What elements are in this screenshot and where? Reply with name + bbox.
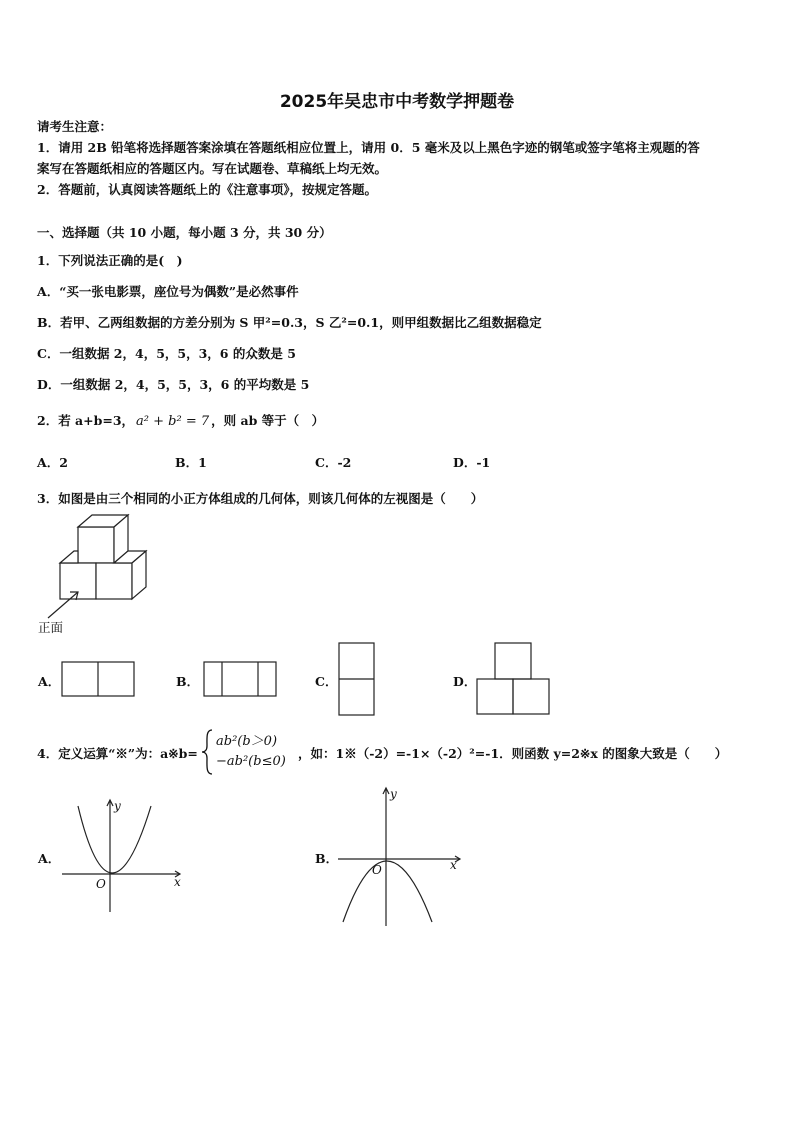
question-4-option-b: B． bbox=[315, 851, 339, 866]
front-view-label: 正面 bbox=[38, 620, 64, 635]
question-4-option-a: A． bbox=[38, 851, 61, 866]
question-1-stem: 1．下列说法正确的是( ) bbox=[37, 253, 183, 268]
question-2-stem-end: ，则 ab 等于（ ） bbox=[211, 413, 325, 428]
question-3-option-c: C． bbox=[315, 674, 338, 689]
notice-item-1-line-2: 案写在答题纸相应的答题区内。写在试题卷、草稿纸上均无效。 bbox=[37, 161, 388, 176]
question-2-stem-start: 2．若 a+b=3， bbox=[37, 413, 135, 428]
question-2-equation: a² + b² = 7 bbox=[136, 414, 210, 429]
question-2-option-b: B．1 bbox=[175, 455, 207, 470]
graph-a-origin-label: O bbox=[96, 877, 106, 891]
graph-a-y-label: y bbox=[114, 799, 121, 813]
question-2-option-d: D．-1 bbox=[453, 455, 491, 470]
question-4-stem-end: ，如：1※（-2）=-1×（-2）²=-1．则函数 y=2※x 的图象大致是（ ） bbox=[298, 746, 728, 761]
question-4-case-1: ab²(b＞0) bbox=[216, 734, 278, 749]
notice-heading: 请考生注意： bbox=[37, 119, 113, 134]
question-2-option-a: A．2 bbox=[37, 455, 68, 470]
question-3-option-d: D． bbox=[453, 674, 477, 689]
question-4-case-2: −ab²(b≤0) bbox=[216, 754, 286, 769]
question-3-option-b: B． bbox=[176, 674, 200, 689]
question-3-option-a: A． bbox=[38, 674, 61, 689]
page-title: 2025年吴忠市中考数学押题卷 bbox=[279, 92, 515, 112]
graph-b-y-label: y bbox=[390, 787, 397, 801]
question-2-option-c: C．-2 bbox=[315, 455, 352, 470]
notice-item-2: 2．答题前，认真阅读答题纸上的《注意事项》，按规定答题。 bbox=[37, 182, 377, 197]
question-1-option-a: A．“买一张电影票，座位号为偶数”是必然事件 bbox=[37, 284, 299, 299]
question-1-option-c: C．一组数据 2，4，5，5，3，6 的众数是 5 bbox=[37, 346, 296, 361]
notice-item-1-line-1: 1．请用 2B 铅笔将选择题答案涂填在答题纸相应位置上，请用 0．5 毫米及以上黑色字迹的钢笔或签字笔将主观题的答 bbox=[37, 140, 700, 155]
graph-b-x-label: x bbox=[450, 858, 457, 872]
question-3-stem: 3．如图是由三个相同的小正方体组成的几何体，则该几何体的左视图是（ ） bbox=[37, 491, 484, 506]
question-4-stem-start: 4．定义运算“※”为：a※b= bbox=[37, 746, 198, 761]
question-1-option-d: D．一组数据 2，4，5，5，3，6 的平均数是 5 bbox=[37, 377, 310, 392]
question-1-option-b: B．若甲、乙两组数据的方差分别为 S 甲²=0.3，S 乙²=0.1，则甲组数据比乙组数据稳定 bbox=[37, 315, 542, 330]
graph-a-x-label: x bbox=[174, 875, 181, 889]
graph-b-origin-label: O bbox=[372, 863, 382, 877]
section-heading: 一、选择题（共 10 小题，每小题 3 分，共 30 分） bbox=[37, 225, 332, 240]
